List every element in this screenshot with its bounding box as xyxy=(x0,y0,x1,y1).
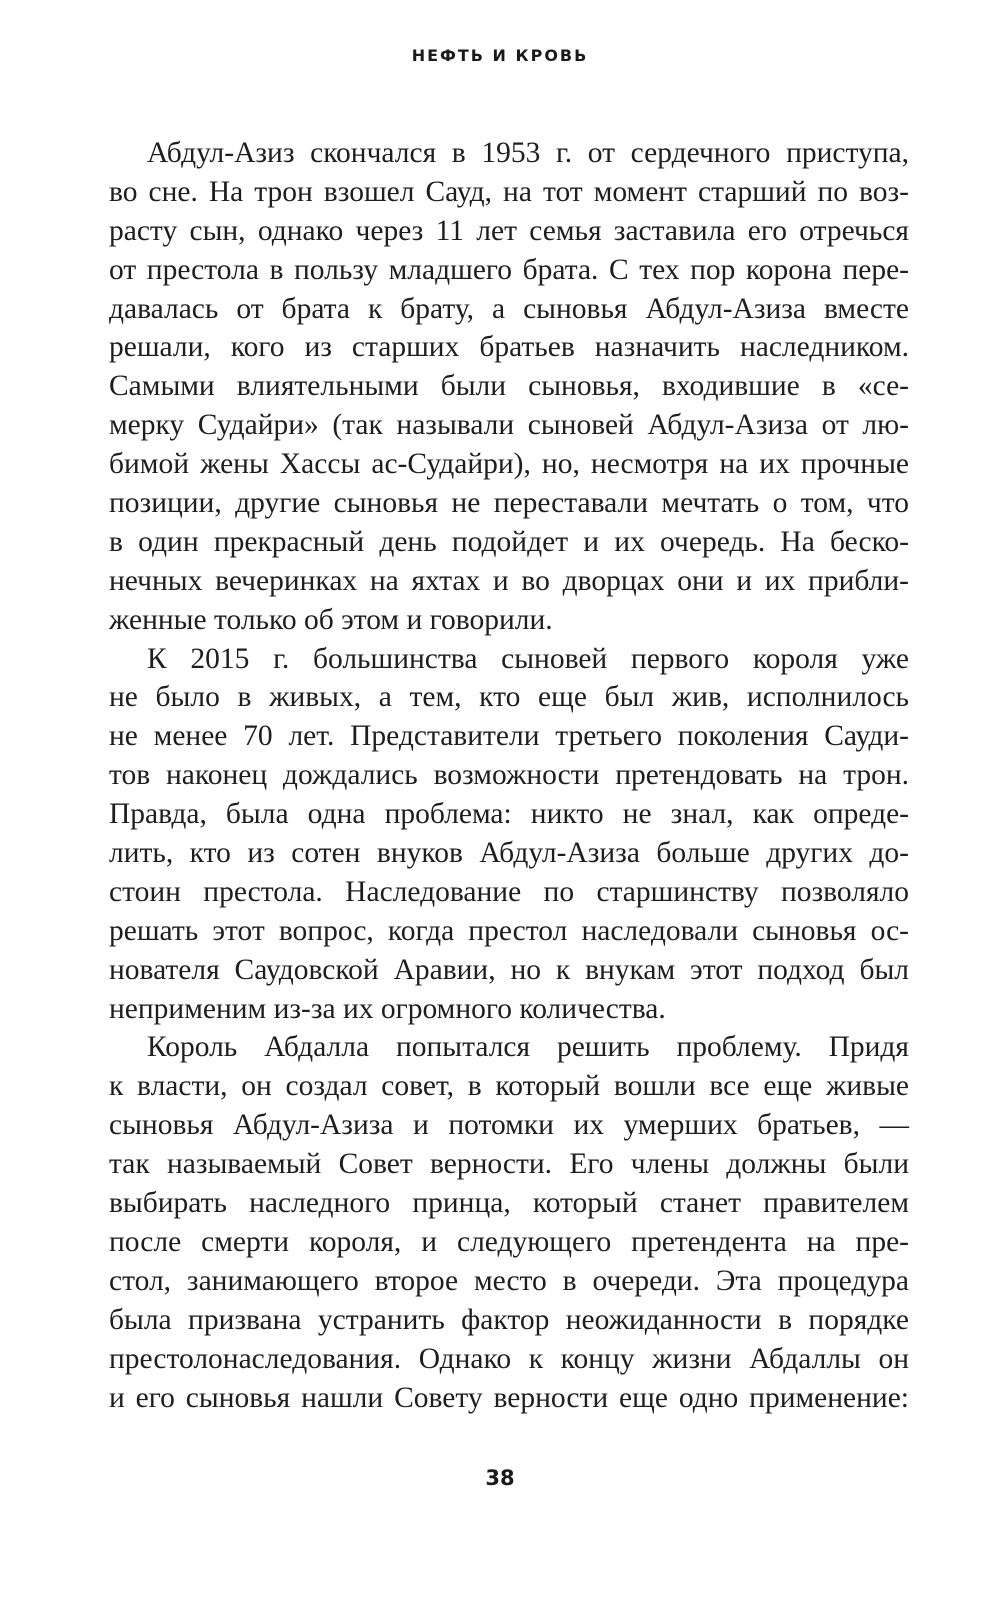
text-line: была призвана устранить фактор неожиданности в порядке xyxy=(109,1303,909,1336)
text-line: Абдул-Азиз скончался в 1953 г. от сердечного приступа, xyxy=(147,137,909,169)
paragraph xyxy=(109,134,909,640)
text-line: давалась от брата к брату, а сыновья Абдул-Азиза вместе xyxy=(109,292,909,325)
text-line: не было в живых, а тем, кто еще был жив, исполнилось xyxy=(109,681,909,714)
text-line: стоин престола. Наследование по старшинству позволяло xyxy=(109,875,909,908)
text-line: сыновья Абдул-Азиза и потомки их умерших братьев, — xyxy=(109,1109,909,1142)
text-line: нователя Саудовской Аравии, но к внукам этот подход был xyxy=(109,953,909,986)
body-text xyxy=(109,134,909,1417)
text-line: к власти, он создал совет, в который вошли все еще живые xyxy=(109,1070,909,1103)
text-line: выбирать наследного принца, который станет правителем xyxy=(109,1187,909,1220)
text-line: Король Абдалла попытался решить проблему. Придя xyxy=(147,1031,909,1064)
text-line: нечных вечеринках на яхтах и во дворцах они и их прибли- xyxy=(109,564,909,597)
text-line: решали, кого из старших братьев назначить наследником. xyxy=(109,331,909,364)
text-line: мерку Судайри» (так называли сыновей Абдул-Азиза от лю- xyxy=(109,409,909,442)
text-line: Правда, была одна проблема: никто не знал, как опреде- xyxy=(109,798,909,831)
text-line: Самыми влиятельными были сыновья, входившие в «се- xyxy=(109,370,909,403)
page-number: 38 xyxy=(485,1466,515,1490)
text-line: решать этот вопрос, когда престол наследовали сыновья ос- xyxy=(109,914,909,947)
text-line: от престола в пользу младшего брата. С тех пор корона пере- xyxy=(109,253,909,286)
text-line: престолонаследования. Однако к концу жизни Абдаллы он xyxy=(109,1342,909,1375)
text-line: расту сын, однако через 11 лет семья заставила его отречься xyxy=(109,214,909,247)
text-line: позиции, другие сыновья не переставали мечтать о том, что xyxy=(109,487,909,520)
text-line: и его сыновья нашли Совету верности еще одно применение: xyxy=(109,1381,909,1414)
text-line: в один прекрасный день подойдет и их очередь. На беско- xyxy=(109,525,909,558)
text-line: неприменим из-за их огромного количества. xyxy=(109,992,666,1025)
text-line: не менее 70 лет. Представители третьего поколения Сауди- xyxy=(109,720,909,753)
paragraph xyxy=(109,1028,909,1417)
text-line: женные только об этом и говорили. xyxy=(109,603,553,636)
text-line: тов наконец дождались возможности претендовать на трон. xyxy=(109,759,909,792)
text-line: лить, кто из сотен внуков Абдул-Азиза больше других до- xyxy=(109,837,909,870)
text-line: бимой жены Хассы ас-Судайри), но, несмотря на их прочные xyxy=(109,448,909,481)
paragraph xyxy=(109,640,909,1029)
text-line: после смерти короля, и следующего претендента на пре- xyxy=(109,1225,909,1258)
text-line: стол, занимающего второе место в очереди. Эта процедура xyxy=(109,1264,909,1297)
text-line: так называемый Совет верности. Его члены должны были xyxy=(109,1148,909,1181)
text-line: К 2015 г. большинства сыновей первого короля уже xyxy=(147,642,909,675)
running-header-title: НЕФТЬ И КРОВЬ xyxy=(411,46,589,65)
text-line: во сне. На трон взошел Сауд, на тот момент старший по воз- xyxy=(109,175,909,208)
